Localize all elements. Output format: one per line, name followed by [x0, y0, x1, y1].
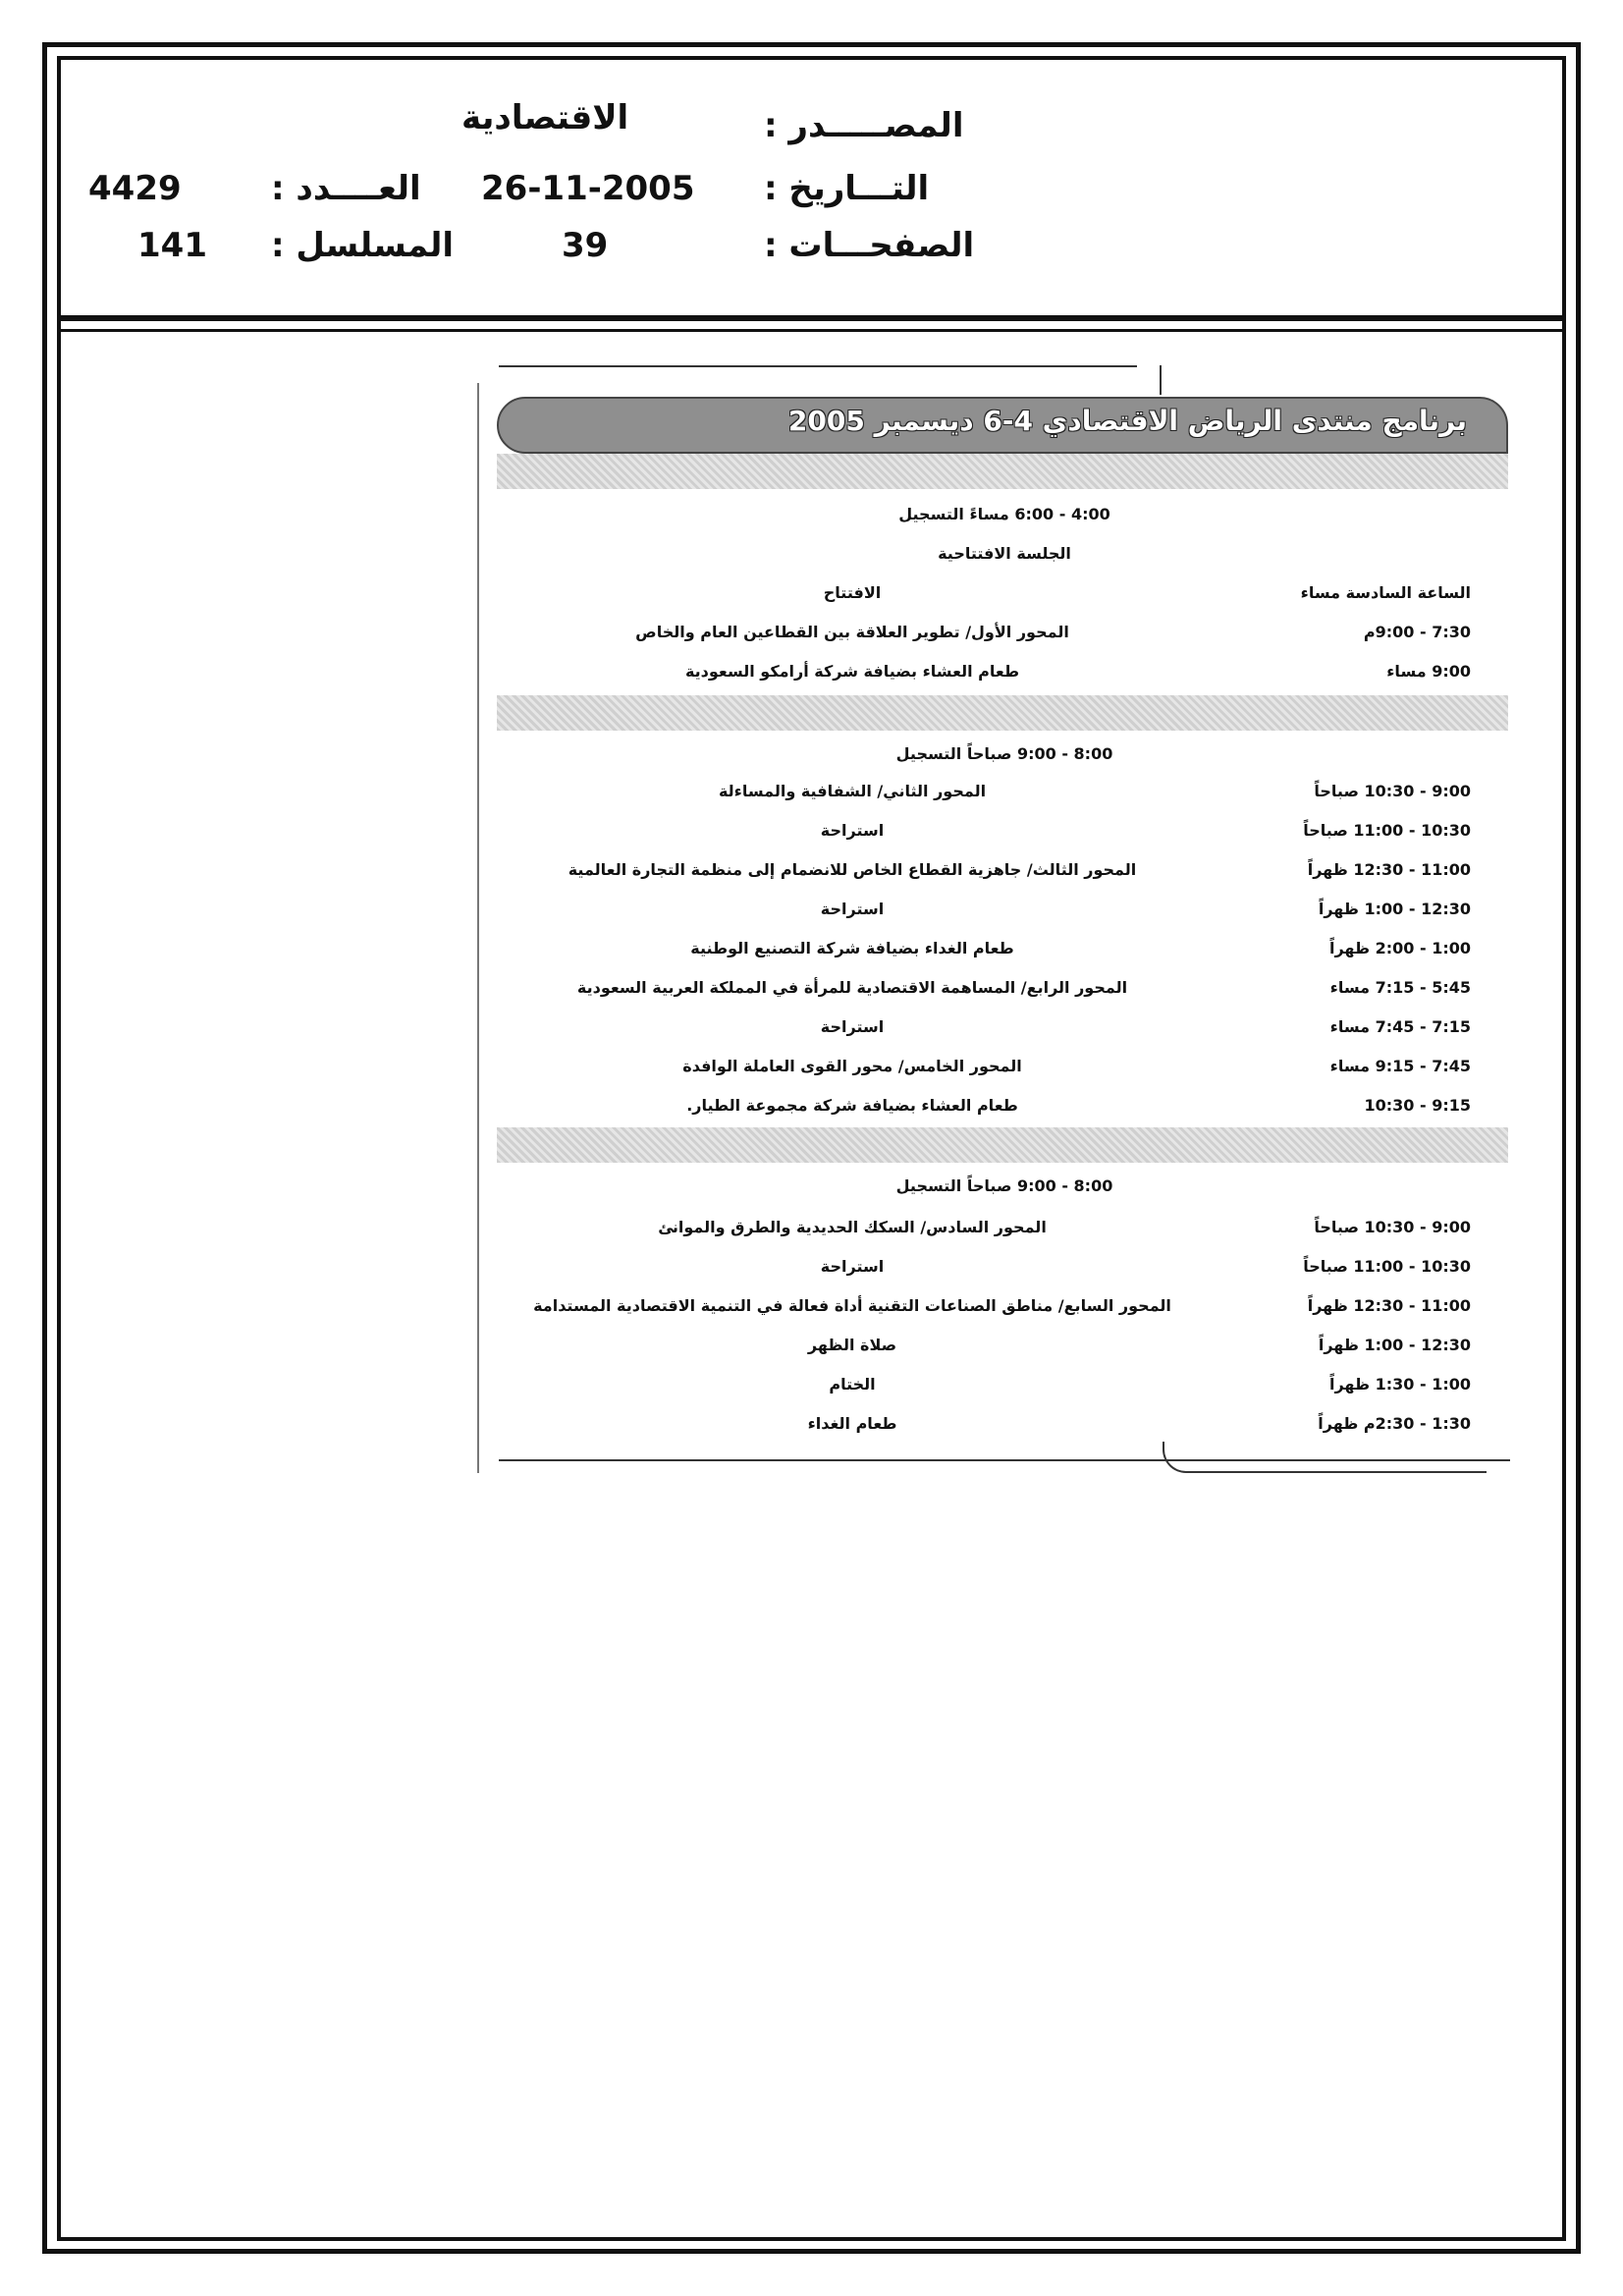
newspaper-clipping: [469, 361, 1520, 1491]
time-cell: 11:00 - 12:30 ظهراً: [1307, 1296, 1471, 1315]
event-cell: الختام: [829, 1375, 876, 1394]
event-cell: طعام الغداء بضيافة شركة التصنيع الوطنية: [690, 939, 1014, 957]
day1-registration: 4:00 - 6:00 مساءً التسجيل: [898, 505, 1110, 523]
event-cell: المحور الثاني/ الشفافية والمساءلة: [718, 782, 987, 800]
schedule-row: [499, 1375, 1510, 1408]
schedule-row: [499, 1096, 1510, 1129]
time-cell: 9:00 - 10:30 صباحاً: [1314, 782, 1471, 800]
clipping-top-rule: [499, 365, 1137, 367]
clipping-left-edge: [477, 383, 479, 1473]
event-cell: استراحة: [820, 900, 885, 918]
time-cell: 12:30 - 1:00 ظهراً: [1318, 900, 1471, 918]
pages-value: 39: [562, 226, 609, 265]
date-value: 26-11-2005: [481, 169, 695, 208]
event-cell: استراحة: [820, 821, 885, 840]
time-cell: 9:15 - 10:30: [1364, 1096, 1471, 1115]
day2-registration: 8:00 - 9:00 صباحاً التسجيل: [895, 744, 1113, 763]
program-banner: [497, 397, 1508, 454]
event-cell: المحور السابع/ مناطق الصناعات التقنية أداة فعالة في التنمية الاقتصادية المستدامة: [533, 1296, 1171, 1315]
serial-value: 141: [137, 226, 207, 265]
header-divider: [57, 315, 1566, 321]
day1-session-row: [499, 544, 1510, 577]
schedule-row: [499, 1257, 1510, 1290]
schedule-row: [499, 1218, 1510, 1251]
event-cell: استراحة: [820, 1017, 885, 1036]
date-label: التـــاريخ :: [764, 169, 930, 208]
time-cell: 7:30 - 9:00م: [1363, 623, 1471, 641]
event-cell: استراحة: [820, 1257, 885, 1276]
issue-value: 4429: [88, 169, 182, 208]
day3-registration: 8:00 - 9:00 صباحاً التسجيل: [895, 1176, 1113, 1195]
time-cell: 10:30 - 11:00 صباحاً: [1303, 821, 1471, 840]
time-cell: 11:00 - 12:30 ظهراً: [1307, 860, 1471, 879]
event-cell: صلاة الظهر: [807, 1336, 897, 1354]
issue-label: العــــدد :: [271, 169, 421, 208]
time-cell: 1:30 - 2:30م ظهراً: [1318, 1414, 1471, 1433]
event-cell: المحور السادس/ السكك الحديدية والطرق والموانئ: [658, 1218, 1047, 1236]
pages-label: الصفحـــات :: [764, 226, 975, 265]
schedule-row: [499, 623, 1510, 656]
event-cell: المحور الخامس/ محور القوى العاملة الوافدة: [682, 1057, 1022, 1075]
day2-registration-row: [499, 744, 1510, 778]
day2-divider: [497, 695, 1508, 731]
source-value: الاقتصادية: [461, 98, 629, 137]
time-cell: 5:45 - 7:15 مساء: [1329, 978, 1471, 997]
schedule-row: [499, 1336, 1510, 1369]
schedule-row: [499, 860, 1510, 894]
schedule-row: [499, 821, 1510, 854]
event-cell: الافتتاح: [823, 583, 882, 602]
schedule-row: [499, 662, 1510, 695]
event-cell: المحور الأول/ تطوير العلاقة بين القطاعين العام والخاص: [635, 623, 1069, 641]
time-cell: 1:00 - 2:00 ظهراً: [1328, 939, 1471, 957]
event-cell: طعام العشاء بضيافة شركة مجموعة الطيار.: [686, 1096, 1018, 1115]
time-cell: 9:00 - 10:30 صباحاً: [1314, 1218, 1471, 1236]
source-label: المصـــــدر :: [764, 106, 964, 145]
event-cell: المحور الرابع/ المساهمة الاقتصادية للمرأة في المملكة العربية السعودية: [576, 978, 1128, 997]
schedule-row: [499, 782, 1510, 815]
clipping-bottom-corner: [1163, 1442, 1487, 1473]
time-cell: 10:30 - 11:00 صباحاً: [1303, 1257, 1471, 1276]
time-cell: 7:45 - 9:15 مساء: [1329, 1057, 1471, 1075]
event-cell: المحور الثالث/ جاهزية القطاع الخاص للانضمام إلى منظمة التجارة العالمية: [568, 860, 1137, 879]
clipping-top-tick: [1160, 365, 1162, 395]
schedule-row: [499, 1296, 1510, 1330]
time-cell: 12:30 - 1:00 ظهراً: [1318, 1336, 1471, 1354]
time-cell: 7:15 - 7:45 مساء: [1329, 1017, 1471, 1036]
day1-registration-row: [499, 505, 1510, 538]
time-cell: 9:00 مساء: [1386, 662, 1471, 681]
schedule-row: [499, 978, 1510, 1011]
schedule-row: [499, 939, 1510, 972]
schedule-row: [499, 900, 1510, 933]
time-cell: الساعة السادسة مساء: [1300, 583, 1471, 602]
program-title: برنامج منتدى الرياض الاقتصادي 4-6 ديسمبر 2005: [787, 405, 1467, 437]
day1-divider: [497, 454, 1508, 489]
schedule-row: [499, 583, 1510, 617]
serial-label: المسلسل :: [271, 226, 455, 265]
schedule-row: [499, 1017, 1510, 1051]
event-cell: طعام الغداء: [807, 1414, 897, 1433]
time-cell: 1:00 - 1:30 ظهراً: [1328, 1375, 1471, 1394]
day3-divider: [497, 1127, 1508, 1163]
schedule-row: [499, 1057, 1510, 1090]
day1-session-title: الجلسة الافتتاحية: [938, 544, 1071, 563]
event-cell: طعام العشاء بضيافة شركة أرامكو السعودية: [684, 662, 1020, 681]
day3-registration-row: [499, 1176, 1510, 1210]
header-divider-thin: [57, 329, 1566, 332]
